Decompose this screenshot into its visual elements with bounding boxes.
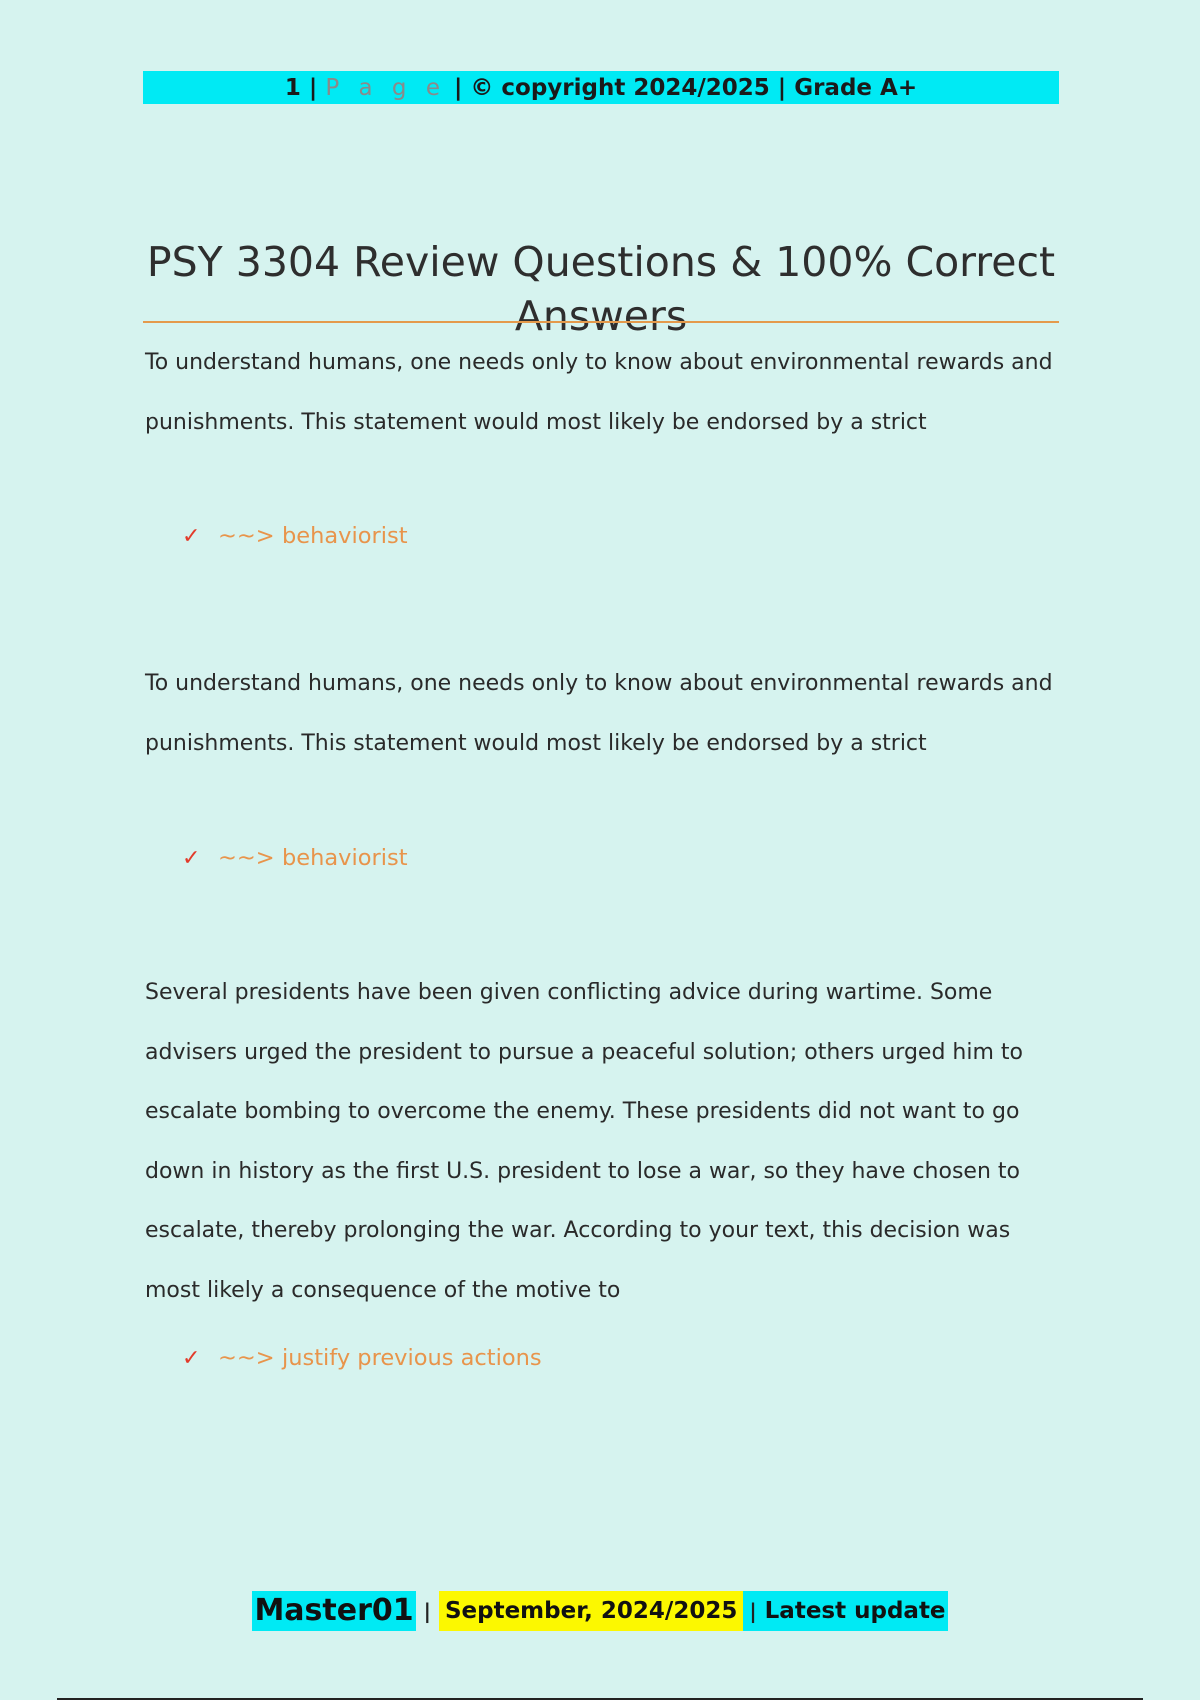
- grade-text: Grade A+: [794, 74, 918, 101]
- title-underline: [143, 321, 1059, 323]
- question-3: Several presidents have been given conflicting advice during wartime. Some advisers urged the president to pursue a peaceful solution; others urged him to escalate bombing to overcome the enemy. These presidents did not want to go down in history as the first U.S. president to lose a war, so they have chosen to escalate, thereby prolonging the war. According to your text, this decision was most likely a consequence of the motive to: [145, 980, 1023, 1303]
- footer-separator: |: [749, 1599, 757, 1623]
- checkmark-icon: ✓: [182, 1345, 201, 1371]
- answer-2: [182, 845, 408, 871]
- header-separator: |: [453, 74, 463, 101]
- document-title: PSY 3304 Review Questions & 100% Correct Answers: [146, 238, 1056, 341]
- answer-text: behaviorist: [282, 845, 408, 871]
- answer-1: [182, 523, 408, 549]
- header-separator: |: [777, 74, 787, 101]
- page-footer: [0, 1591, 1200, 1631]
- checkmark-icon: ✓: [182, 845, 201, 871]
- checkmark-icon: ✓: [182, 523, 201, 549]
- footer-separator: |: [423, 1599, 431, 1623]
- arrow-marker: ~~>: [218, 523, 275, 549]
- page-number: 1: [284, 74, 301, 101]
- question-2: To understand humans, one needs only to know about environmental rewards and punishments. This statement would most likely be endorsed by a strict: [145, 671, 1053, 756]
- answer-text: justify previous actions: [282, 1345, 542, 1371]
- latest-update-text: Latest update: [764, 1598, 946, 1624]
- header-separator: |: [308, 74, 318, 101]
- arrow-marker: ~~>: [218, 1345, 275, 1371]
- footer-date: September, 2024/2025: [439, 1591, 743, 1631]
- author-name: Master01: [252, 1591, 415, 1631]
- question-1: To understand humans, one needs only to know about environmental rewards and punishments. This statement would most likely be endorsed by a strict: [145, 350, 1053, 435]
- answer-text: behaviorist: [282, 523, 408, 549]
- page-header: [143, 71, 1059, 104]
- answer-3: [182, 1345, 542, 1371]
- arrow-marker: ~~>: [218, 845, 275, 871]
- latest-update: [743, 1591, 947, 1631]
- page-word: P a g e: [325, 74, 446, 101]
- copyright-text: © copyright 2024/2025: [470, 74, 770, 101]
